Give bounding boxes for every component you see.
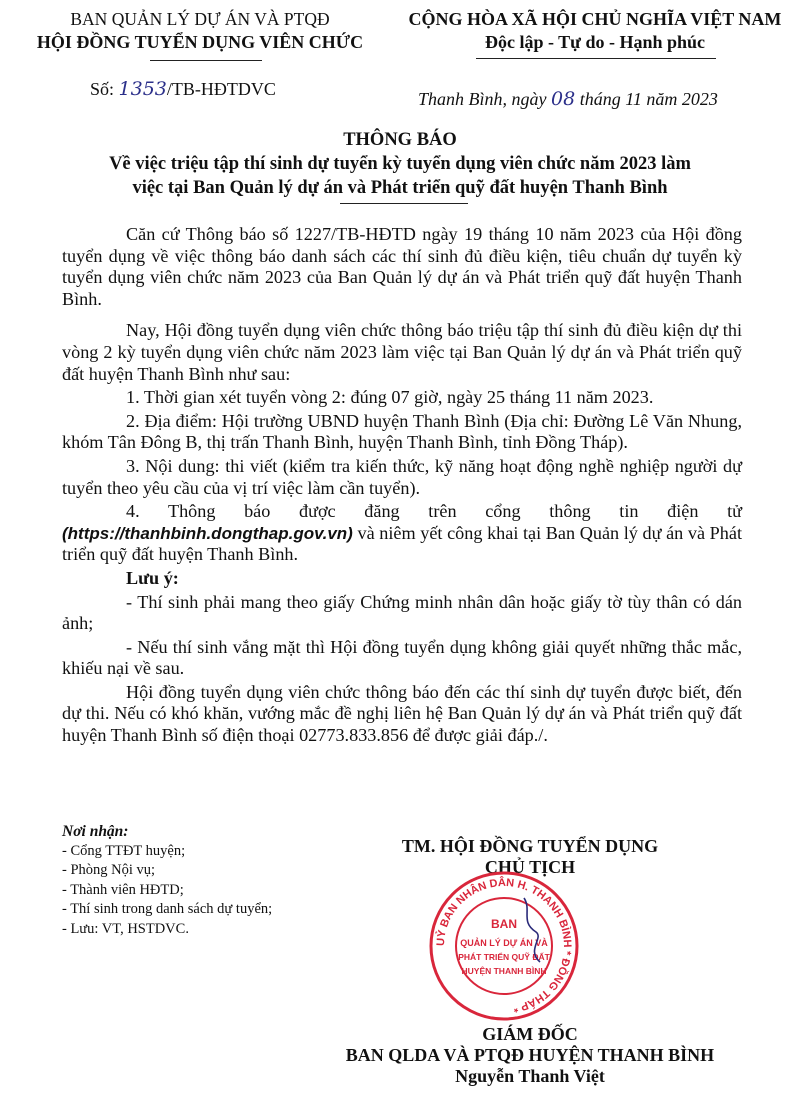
subject-line-2: việc tại Ban Quản lý dự án và Phát triển quỹ đất huyện Thanh Bình [132,178,668,198]
agency-line-1: BAN QUẢN LÝ DỰ ÁN VÀ PTQĐ [70,9,330,29]
subject-underline [340,203,468,204]
item4-text: 4. Thông báo được đăng trên cổng thông tin điện tử [126,501,742,522]
document-title: THÔNG BÁO [343,130,457,150]
seal-graphic [428,870,580,1022]
recipients-heading: Nơi nhận: [62,823,129,840]
item-time: 1. Thời gian xét tuyển vòng 2: đúng 07 giờ, ngày 25 tháng 11 năm 2023. [126,387,654,408]
date-prefix: Thanh Bình, ngày [418,89,547,109]
seal-ring-text: UỶ BAN NHÂN DÂN H. THANH BÌNH * ĐỒNG THÁP * [434,876,574,1015]
nation-line-1: CỘNG HÒA XÃ HỘI CHỦ NGHĨA VIỆT NAM [408,9,782,29]
portal-link[interactable]: (https://thanhbinh.dongthap.gov.vn) [62,523,353,543]
nation-line-2: Độc lập - Tự do - Hạnh phúc [484,32,706,52]
date-day-handwritten: 08 [551,88,576,110]
note-absence: - Nếu thí sinh vắng mặt thì Hội đồng tuyển dụng không giải quyết những thắc mắc, khiếu nại về sau. [62,636,742,679]
seal-center-line: QUẢN LÝ DỰ ÁN VÀ [460,938,548,948]
number-suffix: /TB-HĐTDVC [166,79,276,99]
agency-line-2: HỘI ĐỒNG TUYỂN DỤNG VIÊN CHỨC [36,32,364,52]
item-content: 3. Nội dung: thi viết (kiểm tra kiến thức, kỹ năng hoạt động nghề nghiệp người dự tuyển theo yêu cầu của vị trí việc làm cần tuyển). [62,455,742,498]
document-number [90,78,276,100]
recipient-item: - Thí sinh trong danh sách dự tuyển; [62,901,273,917]
official-seal [428,870,580,1022]
seal-center-line: BAN [491,917,517,931]
number-prefix: Số: [90,79,115,99]
seal-center-line: HUYỆN THANH BÌNH [461,966,547,976]
recipient-item: - Thành viên HĐTD; [62,881,184,898]
document-subject [60,152,740,200]
recipients-block [62,822,362,939]
motto-underline [476,58,716,59]
number-handwritten: 1353 [118,78,167,100]
recipient-item: - Lưu: VT, HSTDVC. [62,920,189,937]
item-location: 2. Địa điểm: Hội trường UBND huyện Thanh Bình (Địa chỉ: Đường Lê Văn Nhung, khóm Tân Đông B, thị trấn Thanh Bình, huyện Thanh Bình, tỉnh Đồng Tháp). [62,410,742,453]
signer-block [330,1024,730,1087]
national-header [390,8,800,54]
item4-text-post: và niêm yết công khai tại Ban Quản lý dự án và Phát triển quỹ đất huyện Thanh Bình. [62,522,742,565]
signer-organization: BAN QLDA VÀ PTQĐ HUYỆN THANH BÌNH [345,1045,715,1065]
document-body [62,224,742,747]
note-id-card: - Thí sinh phải mang theo giấy Chứng minh nhân dân hoặc giấy tờ tùy thân có dán ảnh; [62,591,742,634]
issuer-block [10,8,390,54]
note-heading: Lưu ý: [126,567,179,588]
issue-date [418,88,718,110]
paragraph-summons: Nay, Hội đồng tuyển dụng viên chức thông báo triệu tập thí sinh đủ điều kiện dự thi vòng 2 kỳ tuyển dụng viên chức năm 2023 làm việc tại Ban Quản lý dự án và Phát triển quỹ đất huyện Thanh Bình như sau: [62,320,742,384]
signer-position: GIÁM ĐỐC [482,1024,578,1044]
paragraph-closing: Hội đồng tuyển dụng viên chức thông báo đến các thí sinh dự tuyển được biết, đến dự thi. Nếu có khó khăn, vướng mắc đề nghị liên hệ Ban Quản lý dự án và Phát triển quỹ đất huyện Thanh Bình số điện thoại 02773.833.856 để được giải đáp./. [62,681,742,746]
paragraph-basis: Căn cứ Thông báo số 1227/TB-HĐTD ngày 19 tháng 10 năm 2023 của Hội đồng tuyển dụng về việc thông báo danh sách các thí sinh đủ điều kiện, tiêu chuẩn dự tuyển kỳ tuyển dụng viên chức năm 2023 của Ban Quản lý dự án và Phát triển quỹ đất huyện Thanh Bình. [62,224,742,309]
item-publication [62,501,742,566]
date-suffix: tháng 11 năm 2023 [579,89,718,109]
signer-name: Nguyễn Thanh Việt [455,1066,605,1086]
issuer-underline [150,60,262,61]
subject-line-1: Về việc triệu tập thí sinh dự tuyển kỳ tuyển dụng viên chức năm 2023 làm [109,154,691,174]
recipient-item: - Phòng Nội vụ; [62,862,156,878]
recipient-item: - Cổng TTĐT huyện; [62,842,186,859]
signature-line-2: CHỦ TỊCH [484,857,576,877]
seal-center-line: PHÁT TRIỂN QUỸ ĐẤT [458,952,550,962]
signature-line-1: TM. HỘI ĐỒNG TUYỂN DỤNG [401,836,659,856]
